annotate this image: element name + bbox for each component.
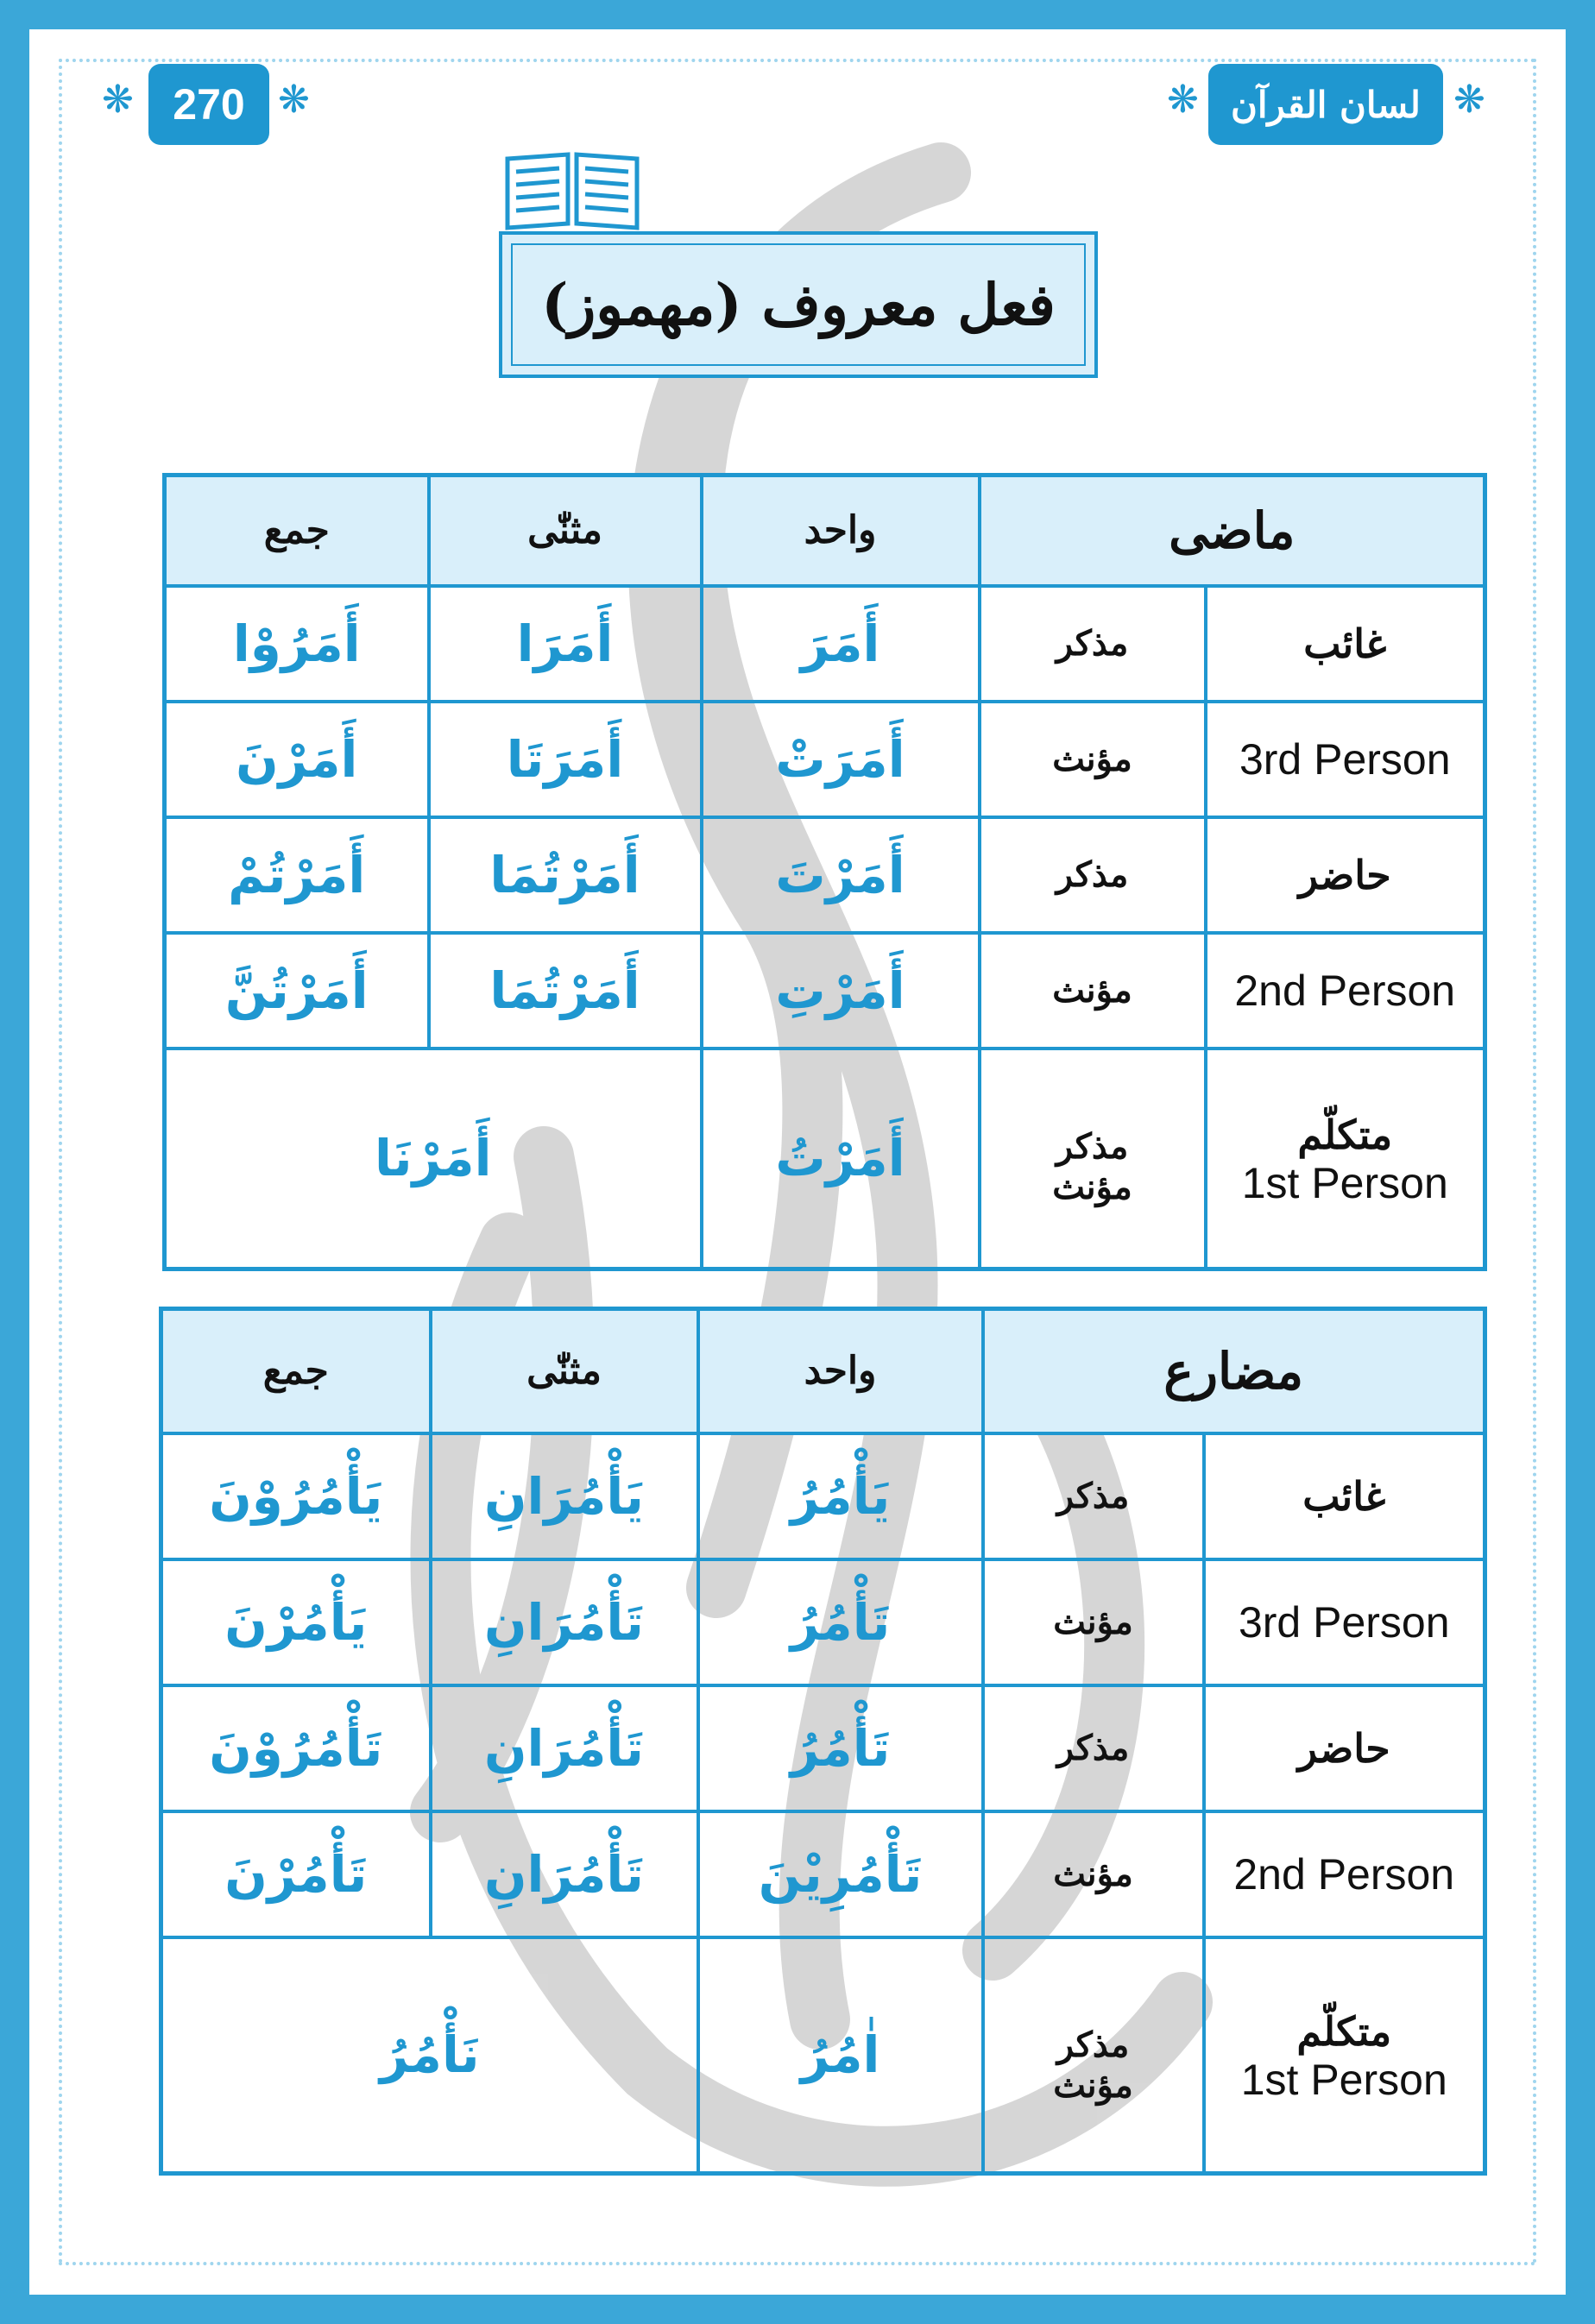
gender-muzakkar: مذکر xyxy=(1056,2025,1130,2066)
header-tense: مضارع xyxy=(983,1309,1485,1433)
cell-gender: مؤنث xyxy=(983,1559,1204,1685)
madi-table xyxy=(162,473,1487,1271)
cell-gender: مذکر xyxy=(983,1685,1204,1811)
header-wahid: واحد xyxy=(702,476,980,586)
cell-gender: مذکر xyxy=(983,1433,1204,1559)
page-number: 270 xyxy=(148,64,269,145)
cell-wahid: أَمَرْتَ xyxy=(702,817,980,933)
cell-jama: تَأْمُرْنَ xyxy=(161,1811,431,1937)
cell-muthanna: تَأْمُرَانِ xyxy=(431,1811,698,1937)
table-row xyxy=(165,702,1485,817)
table-row xyxy=(161,1433,1485,1559)
cell-muthanna: يَأْمُرَانِ xyxy=(431,1433,698,1559)
cell-wahid: تَأْمُرُ xyxy=(698,1685,983,1811)
ornament-left-icon: ❋ xyxy=(1167,78,1199,122)
page-title: فعل معروف (مهموز) xyxy=(541,271,1056,338)
cell-muthanna: تَأْمُرَانِ xyxy=(431,1685,698,1811)
cell-wahid: تَأْمُرِيْنَ xyxy=(698,1811,983,1937)
table-row xyxy=(165,1049,1485,1269)
cell-muthanna: أَمَرَا xyxy=(429,586,702,702)
table-row xyxy=(165,817,1485,933)
cell-person-en: 2nd Person xyxy=(1204,1811,1485,1937)
cell-jama: أَمَرْتُنَّ xyxy=(165,933,429,1049)
cell-person-en: 3rd Person xyxy=(1204,1559,1485,1685)
table-row xyxy=(165,586,1485,702)
cell-person-en: 2nd Person xyxy=(1206,933,1485,1049)
gender-muannas: مؤنث xyxy=(1052,1167,1132,1208)
title-box xyxy=(499,231,1098,378)
cell-wahid: أَمَرَتْ xyxy=(702,702,980,817)
ornament-right-icon: ❋ xyxy=(1453,78,1485,122)
header-muthanna: مثنّٰی xyxy=(429,476,702,586)
table-row xyxy=(161,1937,1485,2174)
cell-gender xyxy=(983,1937,1204,2174)
cell-gender: مذکر xyxy=(980,817,1206,933)
cell-wahid: أَمَرَ xyxy=(702,586,980,702)
cell-jama: أَمَرْنَا xyxy=(165,1049,702,1269)
cell-person-ur: غائب xyxy=(1206,586,1485,702)
header-tense: ماضی xyxy=(980,476,1485,586)
table-row xyxy=(161,1559,1485,1685)
cell-jama: أَمَرْنَ xyxy=(165,702,429,817)
cell-jama: يَأْمُرْنَ xyxy=(161,1559,431,1685)
ornament-right-icon: ❋ xyxy=(278,78,310,122)
person-ur: متکلّم xyxy=(1296,2008,1392,2056)
header-jama: جمع xyxy=(161,1309,431,1433)
cell-person-ur: غائب xyxy=(1204,1433,1485,1559)
cell-wahid: يَأْمُرُ xyxy=(698,1433,983,1559)
cell-wahid: أَمَرْتِ xyxy=(702,933,980,1049)
table-row xyxy=(165,933,1485,1049)
table-row xyxy=(161,1811,1485,1937)
cell-gender: مؤنث xyxy=(983,1811,1204,1937)
gender-muannas: مؤنث xyxy=(1053,2065,1133,2107)
person-en: 1st Person xyxy=(1241,1159,1448,1208)
cell-muthanna: أَمَرْتُمَا xyxy=(429,817,702,933)
cell-jama: أَمَرْتُمْ xyxy=(165,817,429,933)
person-ur: متکلّم xyxy=(1297,1112,1393,1159)
mudari-table xyxy=(159,1307,1487,2176)
cell-person-ur: حاضر xyxy=(1206,817,1485,933)
header-jama: جمع xyxy=(165,476,429,586)
header-muthanna: مثنّٰی xyxy=(431,1309,698,1433)
cell-person-ur: حاضر xyxy=(1204,1685,1485,1811)
cell-gender: مؤنث xyxy=(980,933,1206,1049)
cell-gender: مؤنث xyxy=(980,702,1206,817)
table-header-row xyxy=(161,1309,1485,1433)
cell-jama: نَأْمُرُ xyxy=(161,1937,698,2174)
cell-muthanna: تَأْمُرَانِ xyxy=(431,1559,698,1685)
cell-wahid: اٰمُرُ xyxy=(698,1937,983,2174)
cell-muthanna: أَمَرْتُمَا xyxy=(429,933,702,1049)
cell-gender: مذکر xyxy=(980,586,1206,702)
table-row xyxy=(161,1685,1485,1811)
header-wahid: واحد xyxy=(698,1309,983,1433)
cell-jama: تَأْمُرُوْنَ xyxy=(161,1685,431,1811)
ornament-left-icon: ❋ xyxy=(102,78,134,122)
cell-person-en: 3rd Person xyxy=(1206,702,1485,817)
person-en: 1st Person xyxy=(1240,2056,1447,2105)
cell-muthanna: أَمَرَتَا xyxy=(429,702,702,817)
cell-jama: يَأْمُرُوْنَ xyxy=(161,1433,431,1559)
gender-muzakkar: مذکر xyxy=(1056,1126,1129,1168)
cell-jama: أَمَرُوْا xyxy=(165,586,429,702)
table-header-row xyxy=(165,476,1485,586)
open-book-icon xyxy=(499,142,646,236)
book-brand: لسان القرآن xyxy=(1208,64,1443,145)
cell-gender xyxy=(980,1049,1206,1269)
cell-person xyxy=(1204,1937,1485,2174)
cell-person xyxy=(1206,1049,1485,1269)
cell-wahid: تَأْمُرُ xyxy=(698,1559,983,1685)
cell-wahid: أَمَرْتُ xyxy=(702,1049,980,1269)
